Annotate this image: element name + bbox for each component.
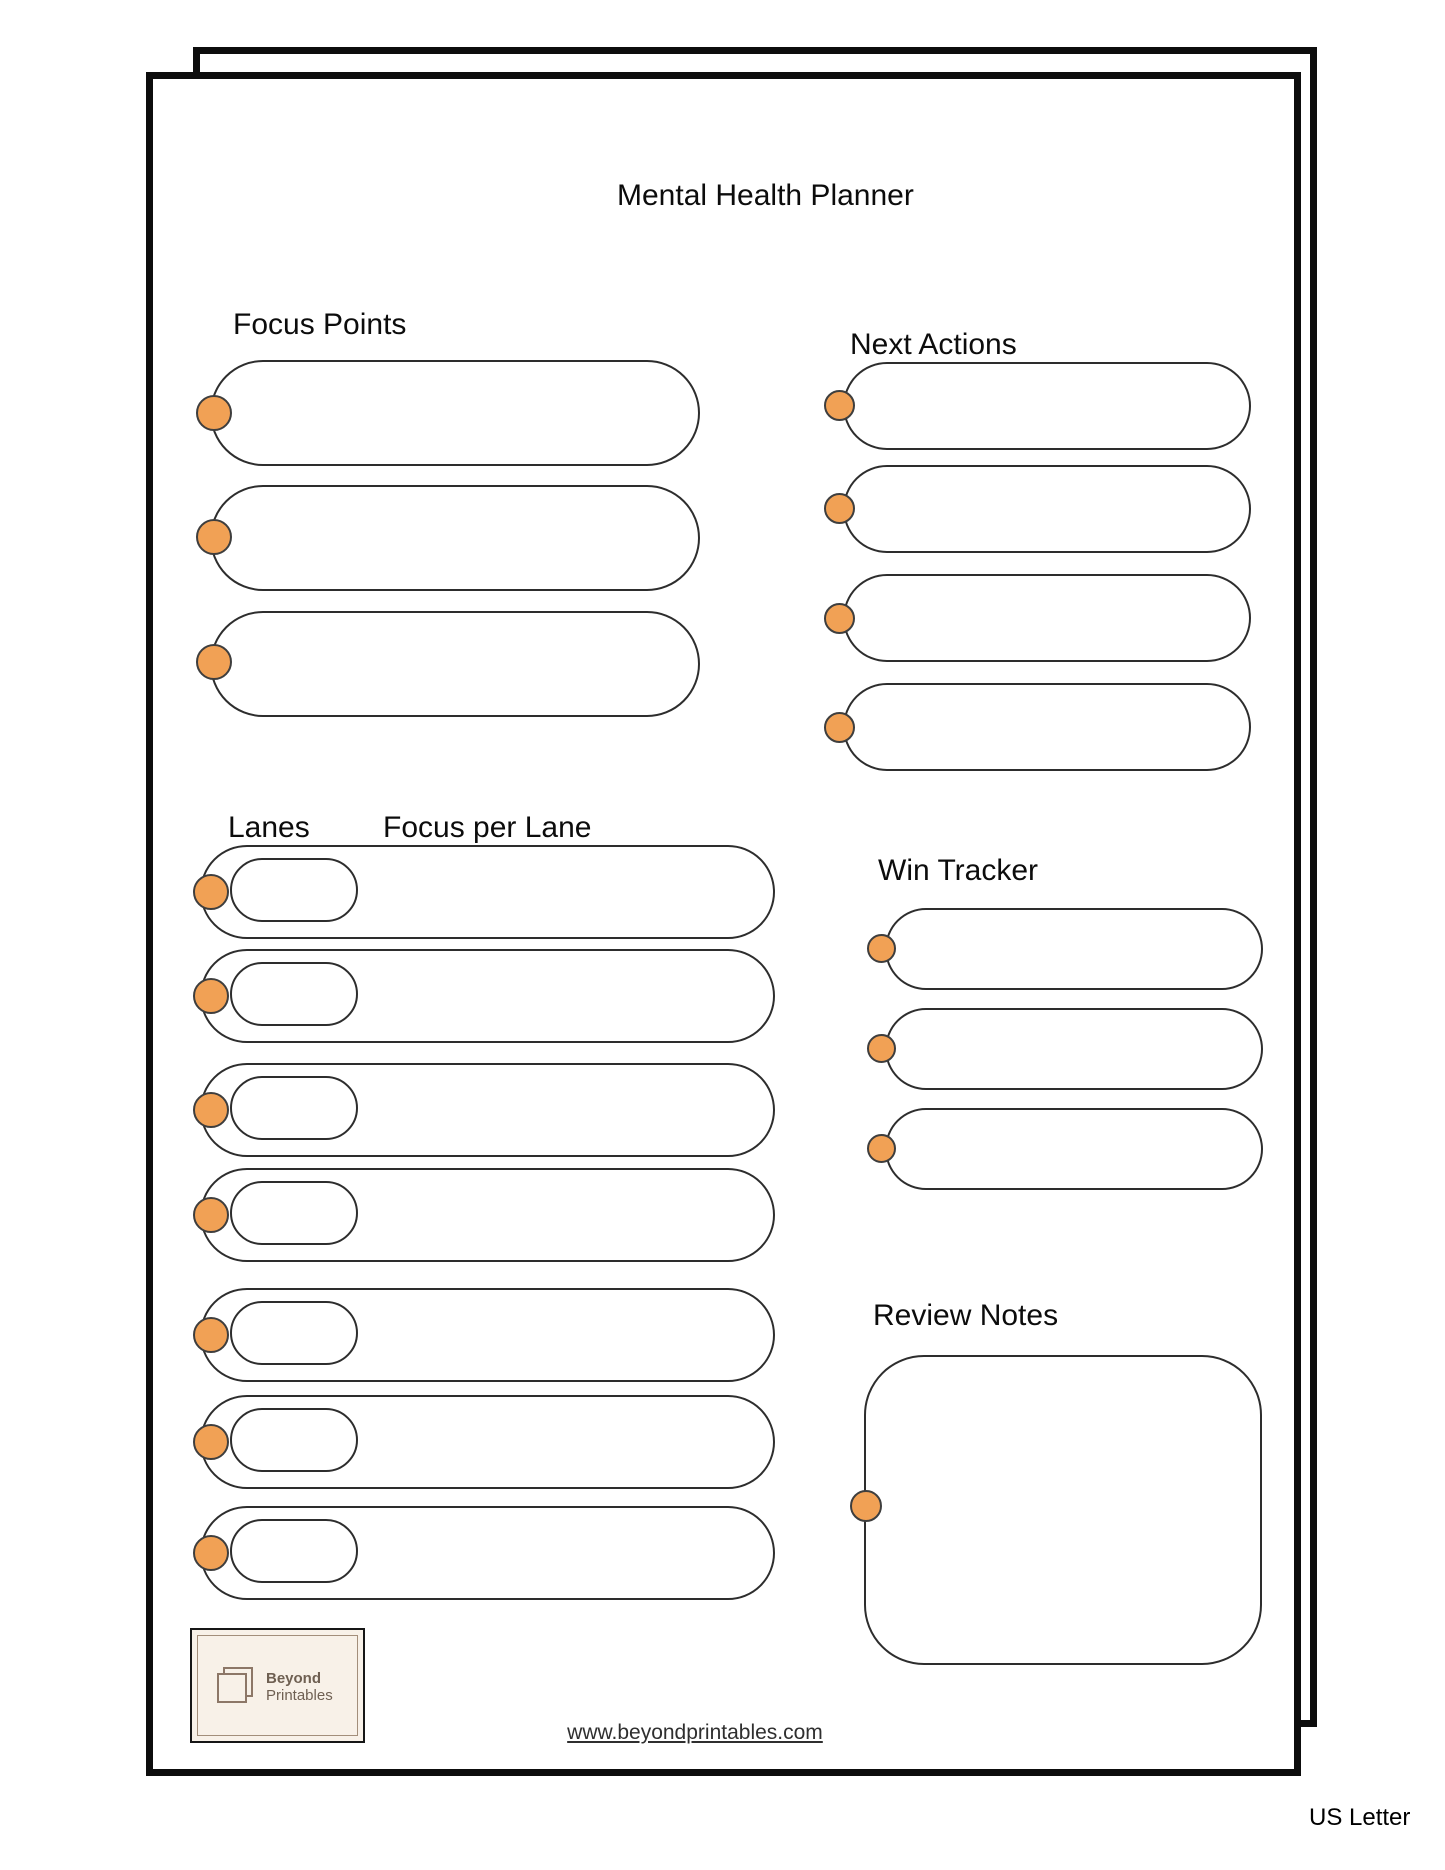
lane-name-slot <box>230 1301 358 1365</box>
brand-logo <box>214 1666 333 1708</box>
lane-bullet-icon <box>193 874 229 910</box>
next-action-slot <box>843 574 1251 662</box>
lane-focus-slot <box>200 1063 775 1157</box>
win-slot <box>885 908 1263 990</box>
lane-name-slot <box>230 858 358 922</box>
lane-bullet-icon <box>193 1424 229 1460</box>
next-action-slot <box>843 683 1251 771</box>
planner-page <box>146 72 1301 1776</box>
lane-focus-slot <box>200 1506 775 1600</box>
review-notes-heading: Review Notes <box>873 1299 1059 1332</box>
focus-bullet-icon <box>196 644 232 680</box>
lane-name-slot <box>230 1181 358 1245</box>
lane-row <box>153 1288 853 1382</box>
lane-row <box>153 845 853 939</box>
footer-url-link[interactable]: www.beyondprintables.com <box>567 1721 823 1744</box>
focus-bullet-icon <box>196 519 232 555</box>
action-bullet-icon <box>824 712 855 743</box>
review-notes-slot <box>864 1355 1262 1665</box>
lane-bullet-icon <box>193 1197 229 1233</box>
focus-point-slot <box>210 611 700 717</box>
next-action-slot <box>843 465 1251 553</box>
lane-bullet-icon <box>193 1092 229 1128</box>
action-bullet-icon <box>824 603 855 634</box>
lane-name-slot <box>230 962 358 1026</box>
brand-name-line1: Beyond <box>266 1669 322 1687</box>
review-bullet-icon <box>850 1490 882 1522</box>
overlapping-pages-icon <box>214 1666 256 1708</box>
lane-bullet-icon <box>193 978 229 1014</box>
focus-point-slot <box>210 485 700 591</box>
brand-logo-text <box>266 1670 333 1705</box>
win-bullet-icon <box>867 1034 896 1063</box>
focus-per-lane-heading: Focus per Lane <box>383 811 592 844</box>
action-bullet-icon <box>824 493 855 524</box>
lane-bullet-icon <box>193 1535 229 1571</box>
next-action-slot <box>843 362 1251 450</box>
lane-name-slot <box>230 1408 358 1472</box>
lane-name-slot <box>230 1076 358 1140</box>
action-bullet-icon <box>824 390 855 421</box>
lane-focus-slot <box>200 1168 775 1262</box>
lane-row <box>153 1168 853 1262</box>
lane-row <box>153 949 853 1043</box>
lane-name-slot <box>230 1519 358 1583</box>
win-slot <box>885 1108 1263 1190</box>
lane-focus-slot <box>200 949 775 1043</box>
focus-points-heading: Focus Points <box>233 308 407 341</box>
lanes-heading: Lanes <box>228 811 310 844</box>
brand-logo-box <box>190 1628 365 1743</box>
focus-bullet-icon <box>196 395 232 431</box>
lane-row <box>153 1395 853 1489</box>
win-tracker-heading: Win Tracker <box>878 854 1039 887</box>
next-actions-heading: Next Actions <box>850 328 1017 361</box>
focus-point-slot <box>210 360 700 466</box>
paper-size-label: US Letter <box>1309 1804 1411 1831</box>
win-bullet-icon <box>867 1134 896 1163</box>
lane-focus-slot <box>200 845 775 939</box>
lane-row <box>153 1506 853 1600</box>
win-slot <box>885 1008 1263 1090</box>
lane-row <box>153 1063 853 1157</box>
lane-focus-slot <box>200 1395 775 1489</box>
lane-focus-slot <box>200 1288 775 1382</box>
page-title: Mental Health Planner <box>617 179 914 212</box>
brand-name-line2: Printables <box>266 1687 333 1704</box>
lane-bullet-icon <box>193 1317 229 1353</box>
win-bullet-icon <box>867 934 896 963</box>
